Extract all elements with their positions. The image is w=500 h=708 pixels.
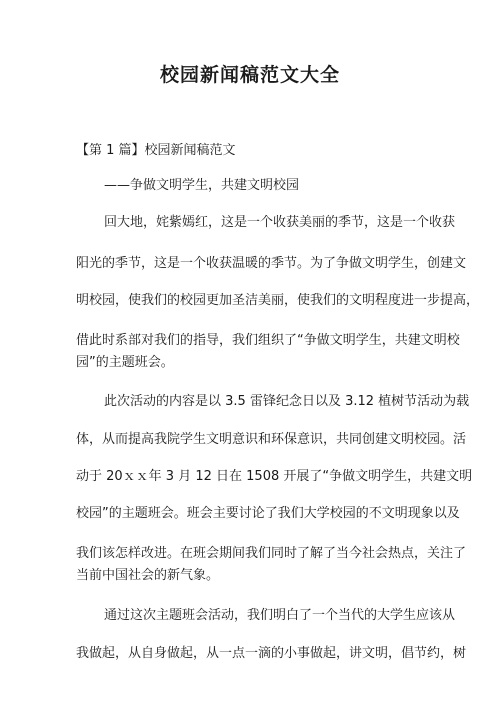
paragraph-line: 明校园，使我们的校园更加圣洁美丽，使我们的文明程度进一步提高，: [76, 293, 480, 308]
document-title: 校园新闻稿范文大全: [159, 64, 340, 86]
paragraph-line: 借此时系部对我们的指导，我们组织了“争做文明学生，共建文明校: [76, 333, 460, 348]
paragraph-line: 我们该怎样改进。在班会期间我们同时了解了当今社会热点，关注了: [76, 546, 467, 561]
paragraph-line: 阳光的季节，这是一个收获温暖的季节。为了争做文明学生，创建文: [76, 256, 467, 271]
paragraph-line: 通过这次主题班会活动，我们明白了一个当代的大学生应该从: [104, 608, 456, 623]
paragraph-line: 当前中国社会的新气象。: [76, 568, 220, 583]
paragraph-line: 体，从而提高我院学生文明意识和环保意识，共同创建文明校园。活: [76, 432, 467, 447]
paragraph-line: 我做起，从自身做起，从一点一滴的小事做起，讲文明，倡节约，树: [76, 646, 467, 661]
paragraph-line: 回大地，姹紫嫣红，这是一个收获美丽的季节，这是一个收获: [104, 215, 456, 230]
subtitle-line: ——争做文明学生，共建文明校园: [104, 178, 300, 193]
paragraph-line: 此次活动的内容是以 3.5 雷锋纪念日以及 3.12 植树节活动为载: [104, 394, 470, 409]
paragraph-line: 校园”的主题班会。班会主要讨论了我们大学校园的不文明现象以及: [76, 506, 460, 521]
paragraph-line: 动于 20ｘｘ年 3 月 12 日在 1508 开展了“争做文明学生，共建文明: [76, 469, 473, 484]
section-heading: 【第 1 篇】校园新闻稿范文: [76, 143, 236, 158]
paragraph-line: 园”的主题班会。: [76, 355, 174, 370]
